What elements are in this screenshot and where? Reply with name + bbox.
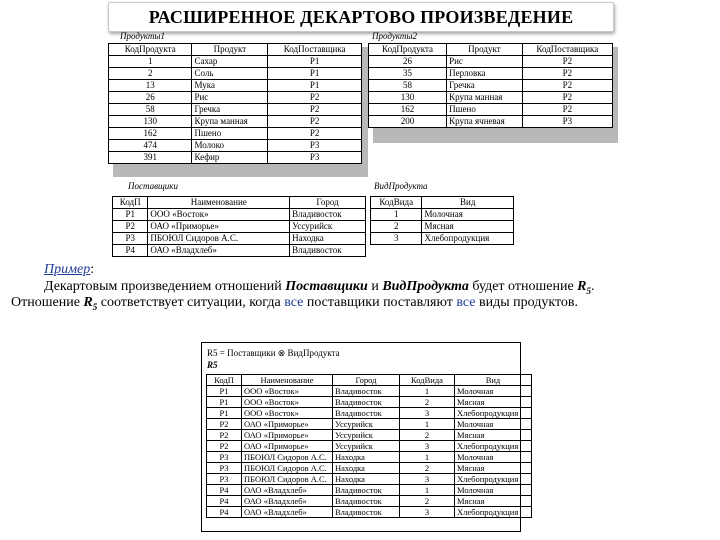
table-row xyxy=(207,507,532,518)
table-cell: ООО «Восток» xyxy=(242,397,333,408)
table-cell: 3 xyxy=(400,507,455,518)
example-text: соответствует ситуации, когда xyxy=(97,295,285,310)
table-cell: P1 xyxy=(268,68,362,80)
table-cell: P2 xyxy=(522,56,612,68)
table-cell: 2 xyxy=(400,463,455,474)
table-cell: 2 xyxy=(400,430,455,441)
example-text: и xyxy=(367,279,383,294)
table-row xyxy=(371,209,514,221)
column-header: КодПоставщика xyxy=(268,44,362,56)
table-cell: 162 xyxy=(109,128,192,140)
column-header: КодП xyxy=(113,197,148,209)
relation-r5: R xyxy=(83,295,93,310)
table-cell: Мука xyxy=(192,80,268,92)
table-cell: Мясная xyxy=(422,221,514,233)
table-cell: Крупа манная xyxy=(447,92,523,104)
table-row xyxy=(371,233,514,245)
table-cell: Молоко xyxy=(192,140,268,152)
table-cell: Владивосток xyxy=(333,408,400,419)
column-header: Наименование xyxy=(148,197,290,209)
table-row xyxy=(369,56,613,68)
table-row xyxy=(113,209,366,221)
table-cell: Кефир xyxy=(192,152,268,164)
table-cell: ОАО «Приморье» xyxy=(242,441,333,452)
table-cell: ООО «Восток» xyxy=(242,386,333,397)
table-cell: 26 xyxy=(369,56,447,68)
table-cell: P1 xyxy=(207,386,242,397)
table-cell: P1 xyxy=(113,209,148,221)
table-header-row xyxy=(369,44,613,56)
table-cell: ПБОЮЛ Сидоров А.С. xyxy=(148,233,290,245)
relation-product-types: ВидПродукта xyxy=(382,279,469,294)
table-cell: 1 xyxy=(400,452,455,463)
column-header: КодВида xyxy=(371,197,422,209)
table-cell: P1 xyxy=(268,80,362,92)
table-cell: Пшено xyxy=(447,104,523,116)
table-cell: Владивосток xyxy=(333,507,400,518)
table-row xyxy=(207,408,532,419)
example-label-line xyxy=(44,262,94,277)
example-line-2 xyxy=(11,295,578,315)
example-text: виды продуктов. xyxy=(475,295,579,310)
table-cell: Мясная xyxy=(455,463,532,474)
table-cell: P4 xyxy=(207,507,242,518)
table-cell: P1 xyxy=(207,408,242,419)
table-cell: 200 xyxy=(369,116,447,128)
table-cell: ПБОЮЛ Сидоров А.С. xyxy=(242,463,333,474)
table-cell: ОАО «Владхлеб» xyxy=(242,507,333,518)
table-row xyxy=(109,140,362,152)
table-cell: 391 xyxy=(109,152,192,164)
table-cell: P3 xyxy=(268,152,362,164)
slide-title: РАСШИРЕННОЕ ДЕКАРТОВО ПРОИЗВЕДЕНИЕ xyxy=(148,7,574,27)
result-formula: R5 = Поставщики ⊗ ВидПродукта xyxy=(207,348,340,358)
column-header: КодПродукта xyxy=(369,44,447,56)
table-row xyxy=(109,80,362,92)
table-cell: ОАО «Владхлеб» xyxy=(148,245,290,257)
products2-caption: Продукты2 xyxy=(372,31,417,41)
table-cell: Соль xyxy=(192,68,268,80)
column-header: КодПродукта xyxy=(109,44,192,56)
column-header: Вид xyxy=(422,197,514,209)
table-cell: Хлебопродукция xyxy=(455,474,532,485)
column-header: Город xyxy=(290,197,366,209)
table-cell: ООО «Восток» xyxy=(148,209,290,221)
table-cell: 1 xyxy=(400,419,455,430)
emphasis-all: все xyxy=(284,295,304,310)
table-cell: Владивосток xyxy=(333,485,400,496)
table-cell: 13 xyxy=(109,80,192,92)
result-table xyxy=(206,374,532,518)
table-cell: Хлебопродукция xyxy=(455,507,532,518)
table-cell: Мясная xyxy=(455,496,532,507)
table-header-row xyxy=(207,375,532,386)
table-cell: Уссурийск xyxy=(333,419,400,430)
table-cell: 1 xyxy=(109,56,192,68)
table-cell: 1 xyxy=(371,209,422,221)
table-cell: Находка xyxy=(333,463,400,474)
table-cell: ООО «Восток» xyxy=(242,408,333,419)
table-cell: 3 xyxy=(371,233,422,245)
column-header: Вид xyxy=(455,375,532,386)
example-text: поставщики поставляют xyxy=(303,295,457,310)
table-cell: P2 xyxy=(207,441,242,452)
table-row xyxy=(371,221,514,233)
table-cell: Уссурийск xyxy=(333,441,400,452)
table-cell: Молочная xyxy=(455,452,532,463)
product-types-table xyxy=(370,196,514,245)
table-row xyxy=(207,386,532,397)
table-cell: Хлебопродукция xyxy=(455,441,532,452)
table-row xyxy=(207,430,532,441)
table-cell: P2 xyxy=(522,68,612,80)
table-row xyxy=(113,233,366,245)
table-cell: P2 xyxy=(268,116,362,128)
table-header-row xyxy=(109,44,362,56)
table-cell: P1 xyxy=(268,56,362,68)
table-cell: 3 xyxy=(400,408,455,419)
table-row xyxy=(109,152,362,164)
table-cell: P2 xyxy=(268,92,362,104)
products2-table xyxy=(368,43,613,128)
table-cell: Рис xyxy=(192,92,268,104)
table-cell: 35 xyxy=(369,68,447,80)
table-cell: P2 xyxy=(522,92,612,104)
table-cell: Владивосток xyxy=(333,386,400,397)
column-header: КодВида xyxy=(400,375,455,386)
relation-r5: R xyxy=(577,279,587,294)
table-cell: Уссурийск xyxy=(290,221,366,233)
table-cell: Гречка xyxy=(192,104,268,116)
table-cell: Находка xyxy=(333,474,400,485)
example-text: будет отношение xyxy=(468,279,578,294)
table-cell: 2 xyxy=(400,496,455,507)
table-cell: Рис xyxy=(447,56,523,68)
column-header: Продукт xyxy=(192,44,268,56)
table-cell: P2 xyxy=(268,104,362,116)
relation-r5-index: 5 xyxy=(92,301,98,312)
table-row xyxy=(109,56,362,68)
relation-suppliers: Поставщики xyxy=(285,279,368,294)
table-row xyxy=(109,116,362,128)
table-cell: 3 xyxy=(400,441,455,452)
table-cell: Перловка xyxy=(447,68,523,80)
table-header-row xyxy=(113,197,366,209)
suppliers-caption: Поставщики xyxy=(128,181,179,191)
table-row xyxy=(207,397,532,408)
table-row xyxy=(207,485,532,496)
table-cell: Сахар xyxy=(192,56,268,68)
table-row xyxy=(369,68,613,80)
emphasis-all: все xyxy=(456,295,476,310)
column-header: Наименование xyxy=(242,375,333,386)
products1-caption: Продукты1 xyxy=(120,31,165,41)
table-cell: Крупа ячневая xyxy=(447,116,523,128)
table-cell: Мясная xyxy=(455,397,532,408)
table-cell: ОАО «Владхлеб» xyxy=(242,485,333,496)
table-cell: Гречка xyxy=(447,80,523,92)
table-cell: Молочная xyxy=(455,419,532,430)
table-row xyxy=(207,419,532,430)
table-cell: P3 xyxy=(207,463,242,474)
table-cell: ОАО «Приморье» xyxy=(148,221,290,233)
table-row xyxy=(113,221,366,233)
table-row xyxy=(109,104,362,116)
result-name: R5 xyxy=(207,360,218,370)
example-colon: : xyxy=(90,262,95,277)
table-cell: Хлебопродукция xyxy=(455,408,532,419)
table-cell: P2 xyxy=(522,104,612,116)
table-cell: Владивосток xyxy=(290,245,366,257)
example-text: Декартовым произведением отношений xyxy=(44,279,286,294)
table-cell: P2 xyxy=(207,430,242,441)
table-cell: P2 xyxy=(268,128,362,140)
table-cell: P3 xyxy=(207,474,242,485)
table-row xyxy=(369,80,613,92)
table-cell: P3 xyxy=(113,233,148,245)
table-cell: Уссурийск xyxy=(333,430,400,441)
table-cell: P2 xyxy=(207,419,242,430)
table-cell: 130 xyxy=(109,116,192,128)
table-cell: P2 xyxy=(522,80,612,92)
relation-r5-index: 5 xyxy=(586,285,591,296)
table-cell: Находка xyxy=(290,233,366,245)
table-row xyxy=(369,104,613,116)
table-row xyxy=(207,452,532,463)
table-row xyxy=(109,92,362,104)
table-header-row xyxy=(371,197,514,209)
table-cell: Владивосток xyxy=(333,397,400,408)
table-cell: 162 xyxy=(369,104,447,116)
table-cell: ПБОЮЛ Сидоров А.С. xyxy=(242,452,333,463)
table-cell: Молочная xyxy=(455,386,532,397)
products1-table xyxy=(108,43,362,164)
table-cell: 474 xyxy=(109,140,192,152)
table-row xyxy=(369,116,613,128)
example-text: Отношение xyxy=(11,295,84,310)
column-header: КодП xyxy=(207,375,242,386)
column-header: Продукт xyxy=(447,44,523,56)
table-cell: P3 xyxy=(207,452,242,463)
table-cell: P2 xyxy=(113,221,148,233)
example-text: . xyxy=(591,279,595,294)
example-label: Пример xyxy=(44,262,91,277)
table-cell: 2 xyxy=(371,221,422,233)
table-row xyxy=(207,463,532,474)
table-row xyxy=(109,68,362,80)
slide-title-box xyxy=(108,2,614,32)
table-cell: Молочная xyxy=(455,485,532,496)
table-row xyxy=(113,245,366,257)
table-cell: 26 xyxy=(109,92,192,104)
table-cell: 1 xyxy=(400,386,455,397)
table-cell: 58 xyxy=(109,104,192,116)
suppliers-table xyxy=(112,196,366,257)
table-cell: 58 xyxy=(369,80,447,92)
table-row xyxy=(369,92,613,104)
table-cell: 2 xyxy=(109,68,192,80)
table-cell: P4 xyxy=(207,496,242,507)
table-row xyxy=(207,474,532,485)
table-cell: Владивосток xyxy=(290,209,366,221)
table-cell: P4 xyxy=(113,245,148,257)
table-cell: Крупа манная xyxy=(192,116,268,128)
product-types-caption: ВидПродукта xyxy=(374,181,428,191)
table-cell: Мясная xyxy=(455,430,532,441)
column-header: КодПоставщика xyxy=(522,44,612,56)
table-cell: P3 xyxy=(268,140,362,152)
table-cell: Владивосток xyxy=(333,496,400,507)
column-header: Город xyxy=(333,375,400,386)
table-cell: 130 xyxy=(369,92,447,104)
table-row xyxy=(207,441,532,452)
table-cell: Хлебопродукция xyxy=(422,233,514,245)
table-cell: ОАО «Приморье» xyxy=(242,430,333,441)
table-cell: 1 xyxy=(400,485,455,496)
table-cell: ОАО «Приморье» xyxy=(242,419,333,430)
table-cell: ПБОЮЛ Сидоров А.С. xyxy=(242,474,333,485)
table-cell: P4 xyxy=(207,485,242,496)
table-cell: P3 xyxy=(522,116,612,128)
table-cell: 3 xyxy=(400,474,455,485)
table-cell: Молочная xyxy=(422,209,514,221)
table-cell: Пшено xyxy=(192,128,268,140)
table-cell: 2 xyxy=(400,397,455,408)
table-cell: P1 xyxy=(207,397,242,408)
table-cell: Находка xyxy=(333,452,400,463)
table-row xyxy=(109,128,362,140)
table-row xyxy=(207,496,532,507)
table-cell: ОАО «Владхлеб» xyxy=(242,496,333,507)
